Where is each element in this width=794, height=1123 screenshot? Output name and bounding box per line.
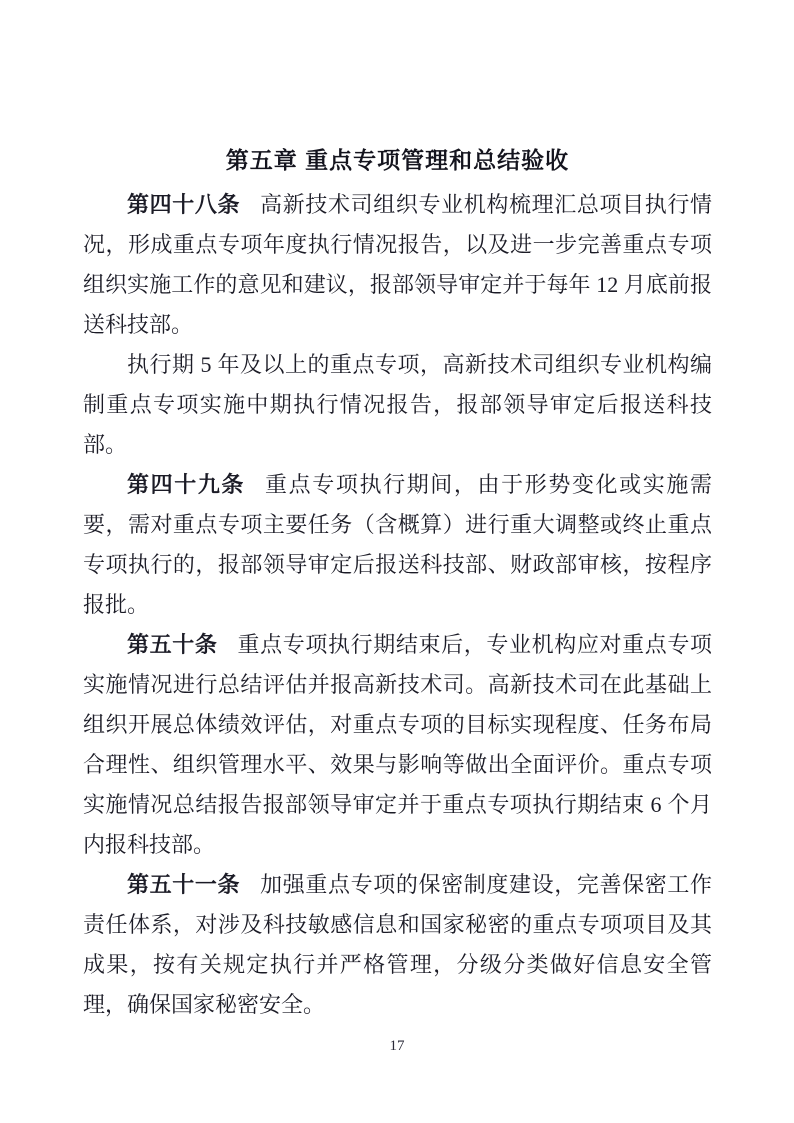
chapter-heading: 第五章 重点专项管理和总结验收 [225,147,570,173]
article-paragraph-50 [83,625,712,865]
article-paragraph-48 [83,185,712,345]
page-number: 17 [389,1038,405,1054]
article-48b-text: 执行期 5 年及以上的重点专项，高新技术司组织专业机构编制重点专项实施中期执行情况报告，报部领导审定后报送科技部。 [83,352,712,457]
page-content [83,140,712,1025]
article-48-continuation-paragraph [83,345,712,465]
article-50-text: 重点专项执行期结束后，专业机构应对重点专项实施情况进行总结评估并报高新技术司。高新技术司在此基础上组织开展总体绩效评估，对重点专项的目标实现程度、任务布局合理性、组织管理水平、效果与影响等做出全面评价。重点专项实施情况总结报告报部领导审定并于重点专项执行期结束 6 个月内报科技部。 [83,632,712,857]
article-paragraph-51 [83,865,712,1025]
article-49-number: 第四十九条 [127,472,246,497]
article-49-text: 重点专项执行期间，由于形势变化或实施需要，需对重点专项主要任务（含概算）进行重大调整或终止重点专项执行的，报部领导审定后报送科技部、财政部审核，按程序报批。 [83,472,712,617]
article-51-text: 加强重点专项的保密制度建设，完善保密工作责任体系，对涉及科技敏感信息和国家秘密的重点专项项目及其成果，按有关规定执行并严格管理，分级分类做好信息安全管理，确保国家秘密安全。 [83,872,712,1017]
article-51-number: 第五十一条 [127,872,241,897]
article-paragraph-49 [83,465,712,625]
article-48-number: 第四十八条 [127,192,241,217]
article-50-number: 第五十条 [127,632,218,657]
article-48-text: 高新技术司组织专业机构梳理汇总项目执行情况，形成重点专项年度执行情况报告，以及进一步完善重点专项组织实施工作的意见和建议，报部领导审定并于每年 12 月底前报送科技部。 [83,192,712,337]
